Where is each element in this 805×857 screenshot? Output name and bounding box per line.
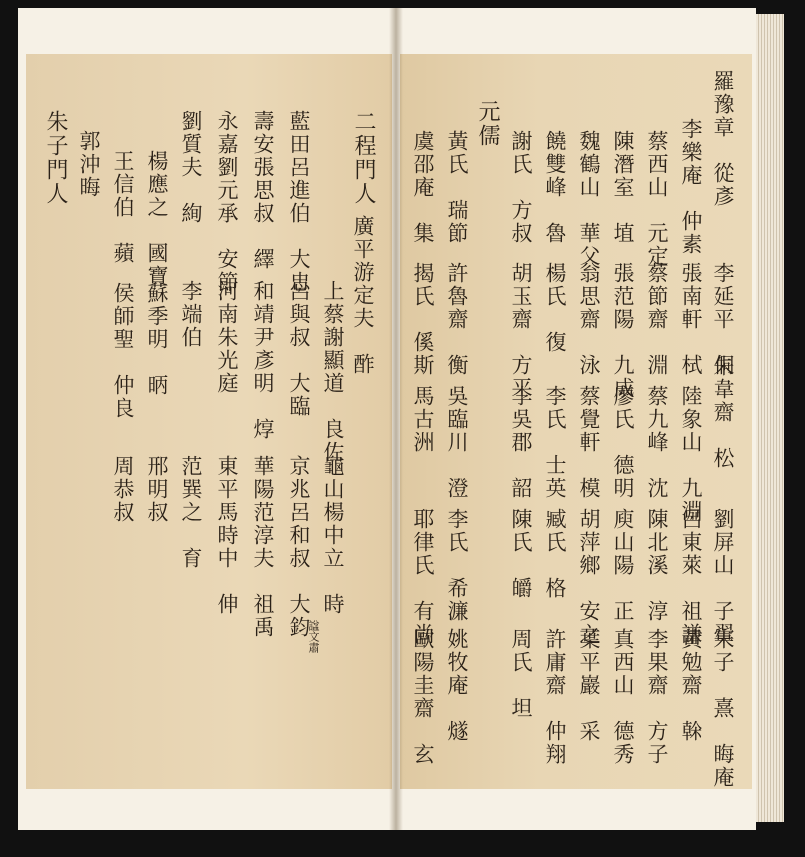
text-column: 周氏 坦: [509, 628, 533, 720]
text-column: 李果齋 方子: [645, 628, 669, 766]
text-column: 壽安張思叔 繹: [251, 110, 275, 271]
annotation: 諡文肅: [307, 620, 320, 653]
text-column: 河南朱光庭: [215, 280, 239, 395]
text-column: 吳臨川 澄: [445, 385, 469, 500]
text-column: 蔡西山 元定: [645, 130, 669, 268]
text-column: 楊應之 國寶: [145, 150, 169, 288]
text-column: 謝氏 方叔: [509, 130, 533, 245]
text-column: 廣平游定夫 酢: [351, 215, 375, 376]
text-column: 胡萍鄉 安之: [577, 508, 601, 646]
text-column: 陳氏 皭: [509, 508, 533, 600]
text-column: 歐陽圭齋 玄: [411, 628, 435, 766]
page-edges: [756, 14, 784, 822]
text-column: 朱韋齋 松: [711, 355, 735, 470]
section-heading-disciples: 二程門人: [351, 110, 376, 206]
text-column: 陸象山 九淵: [679, 385, 703, 523]
text-column: 劉屏山 子翬: [711, 508, 735, 646]
section-heading-yuan-scholars: 元儒: [475, 100, 500, 148]
text-column: 藍田呂進伯 大忠: [287, 110, 311, 294]
text-column: 朱子 熹 晦庵: [711, 628, 735, 789]
text-column: 胡玉齋 方平: [509, 262, 533, 400]
text-column: 黃勉齋 榦: [679, 628, 703, 743]
text-column: 上蔡謝顯道 良佐: [321, 280, 345, 464]
text-column: 侯師聖 仲良: [111, 282, 135, 420]
text-column: 張范陽 九成: [611, 262, 635, 400]
text-column: 魏鶴山 華父: [577, 130, 601, 268]
text-column: 饒雙峰 魯: [543, 130, 567, 245]
text-column: 王信伯 蘋: [111, 150, 135, 265]
text-column: 李氏 希濂: [445, 508, 469, 623]
text-column: 蔡九峰 沈: [645, 385, 669, 500]
text-column: 龜山楊中立 時: [321, 455, 345, 616]
text-column: 蔡節齋 淵: [645, 262, 669, 377]
text-column: 葉平巖 采: [577, 628, 601, 743]
text-column: 庾山陽 正: [611, 508, 635, 623]
text-column: 陳北溪 淳: [645, 508, 669, 623]
text-column: 李吳郡 韶: [509, 385, 533, 500]
text-column: 臧氏 格: [543, 508, 567, 600]
text-column: 許庸齋 仲翔: [543, 628, 567, 766]
text-column: 李樂庵 仲素: [679, 118, 703, 256]
text-column: 李氏 士英: [543, 385, 567, 500]
text-column: 蘇季明 昞: [145, 282, 169, 397]
text-column: 呂東萊 祖謙: [679, 508, 703, 646]
text-column: 揭氏 傒斯: [411, 262, 435, 377]
text-column: 馬古洲: [411, 385, 435, 454]
text-column: 張南軒 栻: [679, 262, 703, 377]
text-column: 李延平 侗: [711, 262, 735, 377]
text-column: 真西山 德秀: [611, 628, 635, 766]
text-column: 東平馬時中 伸: [215, 455, 239, 616]
text-column: 廖氏 德明: [611, 385, 635, 500]
text-column: 黃氏 瑞節: [445, 130, 469, 245]
text-column: 羅豫章 從彥: [711, 70, 735, 208]
text-column: 周恭叔: [111, 455, 135, 524]
text-column: 京兆呂和叔 大鈞: [287, 455, 311, 639]
text-column: 郭沖晦: [77, 130, 101, 199]
text-column: 劉質夫 絢: [179, 110, 203, 225]
text-column: 華陽范淳夫 祖禹: [251, 455, 275, 639]
text-column: 翁思齋 泳: [577, 262, 601, 377]
text-column: 蔡覺軒 模: [577, 385, 601, 500]
book-gutter: [389, 8, 403, 830]
text-column: 呂與叔 大臨: [287, 280, 311, 418]
text-column: 范巽之 育: [179, 455, 203, 570]
text-column: 許魯齋 衡: [445, 262, 469, 377]
text-column: 和靖尹彥明 焞: [251, 280, 275, 441]
text-column: 楊氏 復: [543, 262, 567, 354]
text-column: 陳潛室 埴: [611, 130, 635, 245]
text-column: 虞邵庵 集: [411, 130, 435, 245]
text-column: 姚牧庵 燧: [445, 628, 469, 743]
text-column: 耶律氏 有尚: [411, 508, 435, 646]
text-column: 邢明叔: [145, 455, 169, 524]
section-heading-zhuzi-disciples: 朱子門人: [43, 110, 68, 206]
text-column: 李端伯: [179, 280, 203, 349]
text-column: 永嘉劉元承 安節: [215, 110, 239, 294]
